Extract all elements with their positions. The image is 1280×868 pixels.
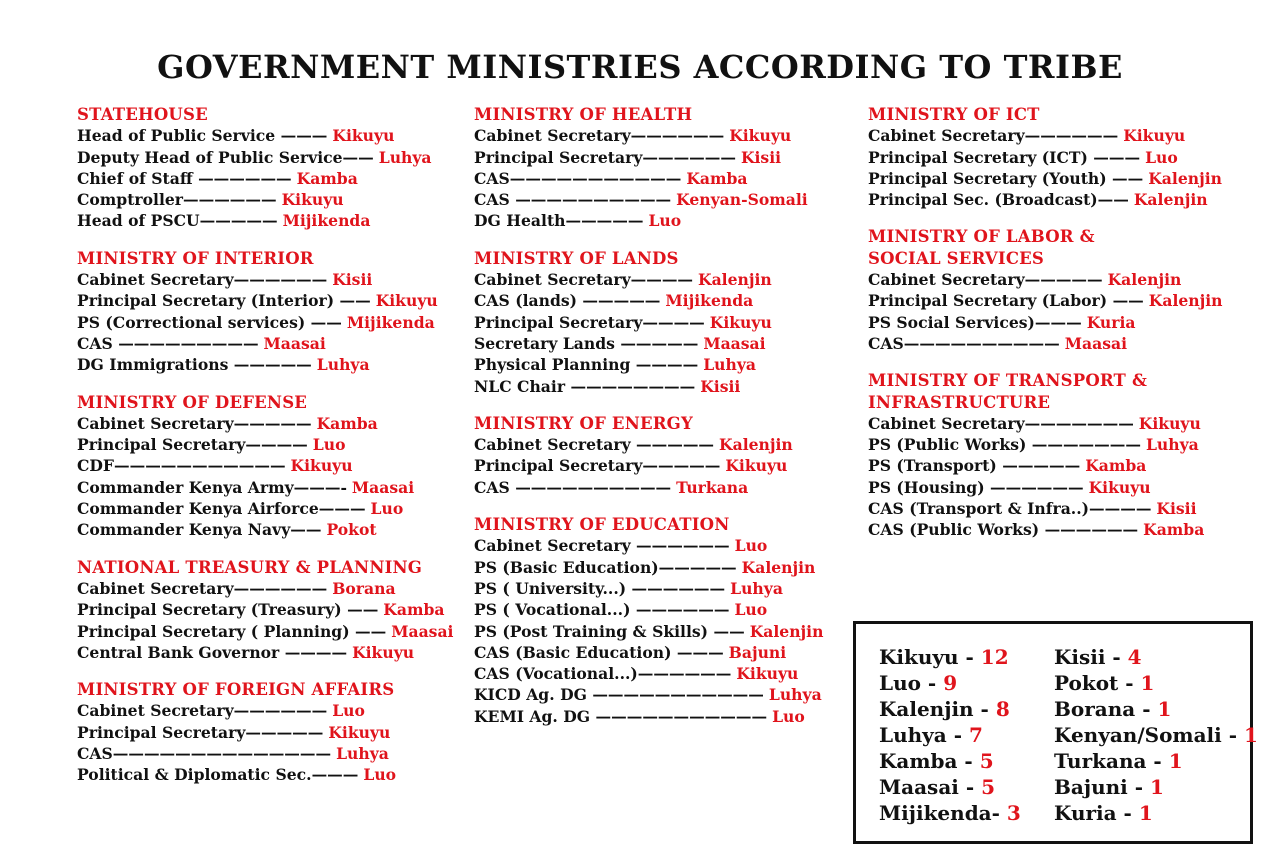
position-row xyxy=(474,269,823,290)
position-role: Cabinet Secretary—————— xyxy=(868,126,1119,146)
position-tribe: Kalenjin xyxy=(1148,291,1223,311)
position-role: Political & Diplomatic Sec.——— xyxy=(77,765,359,785)
ministry-section xyxy=(868,370,1223,540)
summary-separator: - xyxy=(957,749,980,773)
position-tribe: Kamba xyxy=(316,413,378,433)
position-tribe: Kalenjin xyxy=(749,621,824,641)
position-role: Principal Secretary (ICT) ——— xyxy=(868,147,1141,167)
position-tribe: Maasai xyxy=(351,477,415,497)
position-tribe: Kalenjin xyxy=(1148,168,1222,188)
position-role: CAS (Transport & Infra..)———— xyxy=(868,499,1152,519)
summary-count: 8 xyxy=(995,697,1010,721)
position-role: Head of PSCU————— xyxy=(77,211,278,231)
position-role: Commander Kenya Airforce——— xyxy=(77,499,366,519)
position-role: DG Health————— xyxy=(474,211,644,231)
summary-item xyxy=(879,670,1021,696)
position-row xyxy=(474,189,823,210)
position-role: PS (Public Works) ——————— xyxy=(868,435,1141,455)
position-tribe: Kikuyu xyxy=(332,126,395,146)
position-tribe: Kikuyu xyxy=(375,291,438,311)
position-tribe: Maasai xyxy=(391,621,454,641)
position-role: CAS——————————— xyxy=(474,168,682,188)
position-tribe: Kisii xyxy=(332,270,373,290)
position-tribe: Maasai xyxy=(1064,333,1127,353)
position-row xyxy=(474,312,823,333)
section-title: STATEHOUSE xyxy=(77,105,208,124)
summary-count: 1 xyxy=(1157,697,1172,721)
summary-tribe: Kisii xyxy=(1054,645,1106,669)
summary-separator: - xyxy=(1118,671,1141,695)
summary-tribe: Maasai xyxy=(879,775,959,799)
summary-tribe: Kalenjin xyxy=(879,697,974,721)
position-row xyxy=(474,376,823,397)
position-tribe: Maasai xyxy=(263,333,326,353)
position-role: Commander Kenya Navy—— xyxy=(77,520,322,540)
position-row xyxy=(77,312,453,333)
position-row xyxy=(77,333,453,354)
ministry-section xyxy=(77,679,453,785)
position-tribe: Kalenjin xyxy=(1107,270,1182,290)
summary-separator: - xyxy=(1116,801,1139,825)
position-role: PS (Correctional services) —— xyxy=(77,312,342,332)
position-row xyxy=(868,455,1223,476)
position-row xyxy=(77,578,453,599)
summary-item xyxy=(1054,644,1258,670)
summary-item xyxy=(1054,800,1258,826)
summary-count: 1 xyxy=(1243,723,1258,747)
position-row xyxy=(77,642,453,663)
section-title: MINISTRY OF EDUCATION xyxy=(474,515,730,535)
position-tribe: Kalenjin xyxy=(698,270,772,290)
position-role: CAS—————————————— xyxy=(77,744,332,764)
position-role: Chief of Staff —————— xyxy=(77,168,292,188)
summary-count: 1 xyxy=(1140,671,1155,695)
position-row xyxy=(77,621,453,642)
summary-item xyxy=(1054,774,1258,800)
position-tribe: Luhya xyxy=(768,685,822,705)
position-row xyxy=(77,147,453,168)
position-role: Principal Secretary—————— xyxy=(474,147,736,167)
position-row xyxy=(868,498,1223,519)
position-tribe: Luhya xyxy=(378,147,432,167)
summary-tribe: Kuria xyxy=(1054,801,1117,825)
position-role: Cabinet Secretary —————— xyxy=(474,536,730,556)
summary-separator: - xyxy=(1135,697,1158,721)
position-role: Comptroller—————— xyxy=(77,190,277,210)
position-tribe: Mijikenda xyxy=(282,211,371,231)
summary-item xyxy=(879,722,1021,748)
position-row xyxy=(474,210,823,231)
position-tribe: Luhya xyxy=(730,578,783,598)
position-row xyxy=(474,125,823,146)
position-tribe: Kikuyu xyxy=(729,126,792,146)
tribe-summary-box xyxy=(853,621,1258,844)
summary-separator: - xyxy=(973,697,996,721)
position-role: NLC Chair ———————— xyxy=(474,376,696,396)
position-tribe: Kuria xyxy=(1086,312,1136,332)
position-role: Commander Kenya Army———- xyxy=(77,477,347,497)
summary-item xyxy=(879,644,1021,670)
position-role: Principal Secretary (Interior) —— xyxy=(77,291,371,311)
position-row xyxy=(474,168,823,189)
position-row xyxy=(77,210,453,231)
position-role: CAS (lands) ————— xyxy=(474,291,661,311)
position-role: CAS —————————— xyxy=(474,190,672,210)
position-role: CAS (Vocational...)—————— xyxy=(474,664,732,684)
position-tribe: Kisii xyxy=(740,147,782,167)
summary-separator: - xyxy=(958,775,982,799)
summary-separator: - xyxy=(920,671,944,695)
position-row xyxy=(474,477,823,498)
summary-column-left xyxy=(879,644,1021,826)
summary-tribe: Mijikenda xyxy=(879,801,992,825)
position-role: Principal Secretary (Treasury) —— xyxy=(77,600,379,620)
summary-tribe: Pokot xyxy=(1054,671,1119,695)
column-right xyxy=(868,104,1223,557)
summary-count: 5 xyxy=(981,775,996,799)
section-title: MINISTRY OF INTERIOR xyxy=(77,248,314,268)
position-row xyxy=(77,477,453,498)
summary-count: 1 xyxy=(1138,801,1153,825)
position-tribe: Pokot xyxy=(326,520,377,540)
position-role: Cabinet Secretary——————— xyxy=(868,413,1134,433)
position-row xyxy=(474,455,823,476)
position-tribe: Kamba xyxy=(1085,456,1147,476)
position-row xyxy=(77,743,453,764)
page-title: GOVERNMENT MINISTRIES ACCORDING TO TRIBE xyxy=(157,48,1123,86)
summary-item xyxy=(879,748,1021,774)
position-row xyxy=(77,189,453,210)
summary-item xyxy=(1054,722,1258,748)
position-tribe: Kikuyu xyxy=(352,642,415,662)
position-row xyxy=(868,333,1223,354)
section-title: MINISTRY OF LANDS xyxy=(474,248,679,268)
position-tribe: Luo xyxy=(1145,147,1178,167)
position-role: Principal Sec. (Broadcast)—— xyxy=(868,190,1129,210)
position-tribe: Kenyan-Somali xyxy=(676,190,808,210)
summary-count: 4 xyxy=(1127,645,1142,669)
section-title: MINISTRY OF ENERGY xyxy=(474,413,693,433)
position-tribe: Luo xyxy=(370,499,404,519)
position-tribe: Luo xyxy=(734,600,768,620)
summary-tribe: Turkana xyxy=(1054,749,1147,773)
summary-count: 9 xyxy=(943,671,958,695)
summary-count: 12 xyxy=(980,645,1009,669)
ministry-section xyxy=(868,226,1223,354)
position-tribe: Maasai xyxy=(703,333,766,353)
position-tribe: Kamba xyxy=(1143,520,1205,540)
position-tribe: Kikuyu xyxy=(709,312,772,332)
position-tribe: Kamba xyxy=(296,168,358,188)
position-role: DG Immigrations ————— xyxy=(77,355,312,375)
position-row xyxy=(474,642,823,663)
position-tribe: Luo xyxy=(312,435,346,455)
position-role: Cabinet Secretary—————— xyxy=(77,701,328,721)
position-role: PS (Post Training & Skills) —— xyxy=(474,621,745,641)
position-tribe: Kikuyu xyxy=(725,456,788,476)
position-tribe: Luo xyxy=(734,536,768,556)
summary-column-right xyxy=(1054,644,1258,826)
summary-count: 5 xyxy=(979,749,994,773)
position-role: Principal Secretary ( Planning) —— xyxy=(77,621,387,641)
column-middle xyxy=(474,104,823,743)
position-role: Principal Secretary————— xyxy=(77,722,324,742)
position-tribe: Kikuyu xyxy=(290,456,353,476)
summary-tribe: Kenyan/Somali xyxy=(1054,723,1222,747)
position-tribe: Kikuyu xyxy=(281,190,344,210)
position-role: Cabinet Secretary ————— xyxy=(474,435,715,455)
position-row xyxy=(474,599,823,620)
position-tribe: Kamba xyxy=(686,168,748,188)
position-role: PS (Housing) —————— xyxy=(868,477,1084,497)
summary-separator: - xyxy=(1221,723,1244,747)
ministry-section xyxy=(868,104,1223,210)
position-row xyxy=(868,477,1223,498)
position-tribe: Borana xyxy=(332,578,396,598)
position-role: Central Bank Governor ———— xyxy=(77,642,348,662)
ministry-section xyxy=(474,413,823,498)
section-title: MINISTRY OF TRANSPORT & INFRASTRUCTURE xyxy=(868,371,1148,412)
section-title: MINISTRY OF DEFENSE xyxy=(77,392,308,412)
position-tribe: Luo xyxy=(363,765,397,785)
position-row xyxy=(474,354,823,375)
summary-item xyxy=(1054,696,1258,722)
position-role: CAS—————————— xyxy=(868,333,1060,353)
position-tribe: Luo xyxy=(772,706,805,726)
position-row xyxy=(868,125,1223,146)
position-role: PS Social Services)——— xyxy=(868,312,1082,332)
position-tribe: Kalenjin xyxy=(741,557,816,577)
position-row xyxy=(474,663,823,684)
position-role: Cabinet Secretary—————— xyxy=(77,578,328,598)
position-tribe: Mijikenda xyxy=(665,291,754,311)
position-tribe: Kikuyu xyxy=(1088,477,1151,497)
position-row xyxy=(474,434,823,455)
position-role: CAS (Basic Education) ——— xyxy=(474,642,724,662)
position-tribe: Kisii xyxy=(700,376,741,396)
position-role: CDF——————————— xyxy=(77,456,286,476)
position-row xyxy=(77,413,453,434)
position-tribe: Kikuyu xyxy=(1138,413,1201,433)
position-tribe: Luhya xyxy=(316,355,370,375)
summary-tribe: Luo xyxy=(879,671,921,695)
position-role: Principal Secretary———— xyxy=(77,435,308,455)
position-row xyxy=(474,621,823,642)
position-tribe: Luo xyxy=(332,701,365,721)
section-title: MINISTRY OF HEALTH xyxy=(474,105,693,124)
position-role: PS ( University...) —————— xyxy=(474,578,726,598)
position-row xyxy=(77,700,453,721)
position-role: Principal Secretary (Youth) —— xyxy=(868,168,1144,188)
ministry-section xyxy=(77,104,453,232)
position-tribe: Luhya xyxy=(703,355,756,375)
position-tribe: Kalenjin xyxy=(1133,190,1208,210)
column-left xyxy=(77,104,453,802)
position-row xyxy=(474,290,823,311)
summary-item xyxy=(879,696,1021,722)
position-row xyxy=(868,269,1223,290)
position-row xyxy=(474,333,823,354)
position-role: Deputy Head of Public Service—— xyxy=(77,147,374,167)
position-row xyxy=(474,706,823,727)
position-role: CAS (Public Works) —————— xyxy=(868,520,1139,540)
position-role: CAS —————————— xyxy=(474,477,672,497)
summary-count: 3 xyxy=(1006,801,1021,825)
position-row xyxy=(868,147,1223,168)
position-row xyxy=(77,125,453,146)
position-row xyxy=(77,498,453,519)
ministry-section xyxy=(77,392,453,541)
position-row xyxy=(868,168,1223,189)
position-role: Principal Secretary———— xyxy=(474,312,705,332)
summary-tribe: Kamba xyxy=(879,749,958,773)
summary-separator: - xyxy=(1127,775,1151,799)
position-tribe: Kamba xyxy=(383,600,445,620)
position-row xyxy=(77,354,453,375)
position-tribe: Luhya xyxy=(336,744,389,764)
position-row xyxy=(77,269,453,290)
position-row xyxy=(77,434,453,455)
position-role: Physical Planning ———— xyxy=(474,355,699,375)
section-title: NATIONAL TREASURY & PLANNING xyxy=(77,557,423,577)
summary-item xyxy=(1054,670,1258,696)
position-role: Cabinet Secretary————— xyxy=(77,413,312,433)
position-role: Principal Secretary————— xyxy=(474,456,721,476)
position-row xyxy=(77,599,453,620)
position-tribe: Luo xyxy=(648,211,682,231)
position-row xyxy=(868,434,1223,455)
summary-separator: - xyxy=(1146,749,1169,773)
position-tribe: Luhya xyxy=(1145,435,1199,455)
position-row xyxy=(77,455,453,476)
position-role: Cabinet Secretary—————— xyxy=(474,126,725,146)
summary-count: 7 xyxy=(968,723,983,747)
position-tribe: Turkana xyxy=(676,477,749,497)
position-tribe: Kikuyu xyxy=(736,664,799,684)
section-title: MINISTRY OF FOREIGN AFFAIRS xyxy=(77,680,395,700)
position-row xyxy=(77,722,453,743)
position-role: PS ( Vocational...) —————— xyxy=(474,600,730,620)
position-tribe: Bajuni xyxy=(728,642,787,662)
section-title: MINISTRY OF ICT xyxy=(868,105,1040,124)
ministry-section xyxy=(77,248,453,376)
summary-item xyxy=(1054,748,1258,774)
summary-separator: - xyxy=(1105,645,1128,669)
summary-count: 1 xyxy=(1150,775,1164,799)
position-row xyxy=(77,519,453,540)
summary-tribe: Kikuyu xyxy=(879,645,959,669)
position-tribe: Kikuyu xyxy=(328,722,391,742)
position-row xyxy=(868,189,1223,210)
position-role: PS (Transport) ————— xyxy=(868,456,1081,476)
position-role: Secretary Lands ————— xyxy=(474,333,699,353)
position-row xyxy=(474,535,823,556)
position-row xyxy=(77,168,453,189)
summary-tribe: Borana xyxy=(1054,697,1136,721)
summary-item xyxy=(879,774,1021,800)
position-row xyxy=(474,557,823,578)
position-role: Head of Public Service ——— xyxy=(77,126,328,146)
position-row xyxy=(77,764,453,785)
ministry-section xyxy=(474,104,823,232)
position-tribe: Kikuyu xyxy=(1123,126,1186,146)
position-row xyxy=(868,413,1223,434)
summary-tribe: Luhya xyxy=(879,723,947,747)
position-tribe: Kisii xyxy=(1156,499,1197,519)
position-row xyxy=(868,312,1223,333)
position-role: KEMI Ag. DG ——————————— xyxy=(474,706,768,726)
position-role: Cabinet Secretary———— xyxy=(474,270,694,290)
position-row xyxy=(77,290,453,311)
summary-item xyxy=(879,800,1021,826)
ministry-section xyxy=(474,248,823,397)
position-row xyxy=(868,519,1223,540)
position-row xyxy=(474,147,823,168)
position-role: KICD Ag. DG ——————————— xyxy=(474,685,764,705)
section-title: MINISTRY OF LABOR & SOCIAL SERVICES xyxy=(868,227,1095,268)
position-role: Cabinet Secretary—————— xyxy=(77,270,328,290)
position-row xyxy=(474,578,823,599)
summary-separator: - xyxy=(958,645,981,669)
summary-tribe: Bajuni xyxy=(1054,775,1128,799)
position-role: Cabinet Secretary————— xyxy=(868,270,1103,290)
position-row xyxy=(868,290,1223,311)
ministry-section xyxy=(474,514,823,727)
position-tribe: Mijikenda xyxy=(346,312,435,332)
position-row xyxy=(474,684,823,705)
summary-count: 1 xyxy=(1168,749,1183,773)
summary-separator: - xyxy=(991,801,1007,825)
summary-separator: - xyxy=(946,723,969,747)
position-role: PS (Basic Education)————— xyxy=(474,557,737,577)
ministry-section xyxy=(77,557,453,663)
position-role: CAS ————————— xyxy=(77,333,259,353)
position-role: Principal Secretary (Labor) —— xyxy=(868,291,1144,311)
position-tribe: Kalenjin xyxy=(719,435,793,455)
